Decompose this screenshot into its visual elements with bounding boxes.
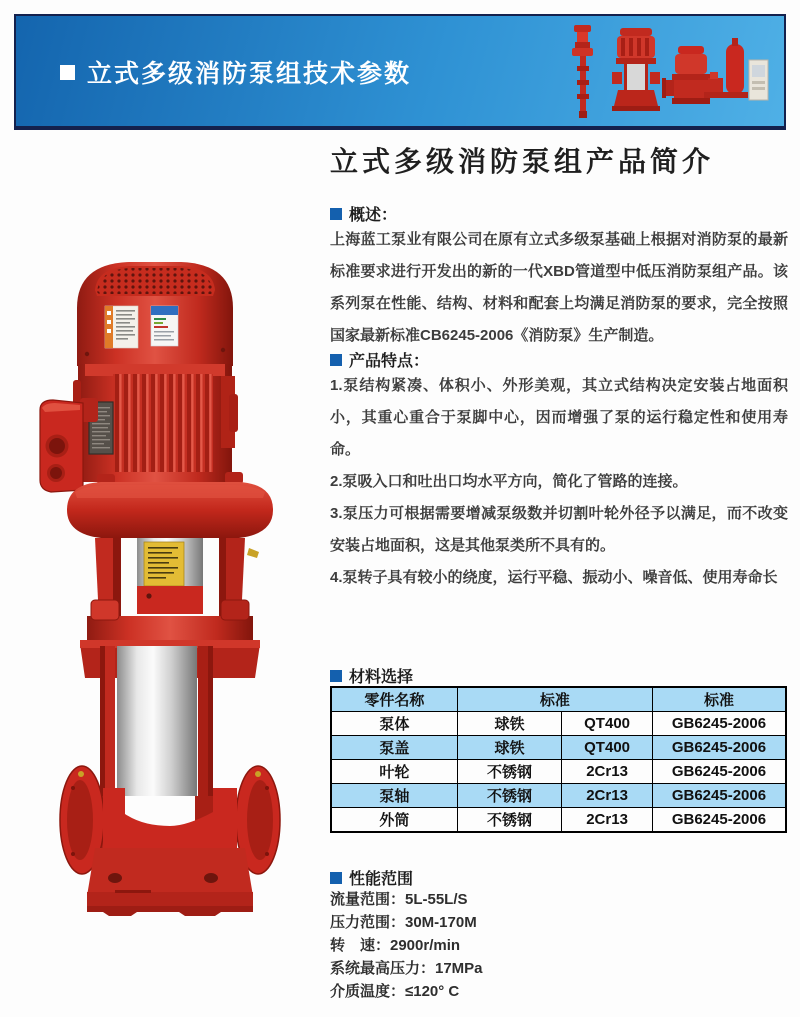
features-list [330, 370, 788, 594]
banner-pump-thumbnails [550, 22, 778, 122]
materials-table [330, 686, 787, 833]
feature-item: 3.泵压力可根据需要增减泵级数并切割叶轮外径予以满足，而不改变安装占地面积，这是其他泵类所不具有的。 [330, 505, 788, 554]
performance-item: 转 速：2900r/min [330, 937, 461, 954]
performance-heading: 性能范围 [330, 866, 413, 889]
pump-product-photo [25, 248, 315, 918]
performance-item: 系统最高压力：17MPa [330, 960, 483, 977]
banner-title-text: 立式多级消防泵组技术参数 [87, 60, 412, 88]
table-row: 泵体 球铁 QT400 GB6245-2006 [331, 712, 786, 736]
motor-label-orange [105, 306, 138, 348]
thumb-pressure-tank-set [704, 38, 768, 100]
title-bullet-icon [60, 65, 75, 80]
pump-base [87, 788, 253, 916]
thumb-long-shaft-pump [572, 25, 593, 118]
banner-title [60, 54, 411, 90]
performance-item: 介质温度：≤120° C [330, 983, 460, 1000]
page-banner [14, 14, 786, 130]
bullet-square-icon [330, 872, 342, 884]
table-header-row [331, 687, 786, 712]
col-header: 标准 [457, 687, 652, 712]
table-row: 叶轮 不锈钢 2Cr13 GB6245-2006 [331, 760, 786, 784]
performance-item: 流量范围：5L-55L/S [330, 891, 468, 908]
thumb-multistage-pump [612, 28, 660, 111]
motor-dome [77, 262, 233, 366]
table-row: 外筒 不锈钢 2Cr13 GB6245-2006 [331, 808, 786, 833]
col-header: 标准 [652, 687, 786, 712]
warning-label-yellow [144, 542, 184, 586]
bullet-square-icon [330, 208, 342, 220]
content-column [330, 140, 788, 1010]
performance-item: 压力范围：30M-170M [330, 914, 477, 931]
overview-heading: 概述： [330, 202, 397, 225]
col-header: 零件名称 [331, 687, 457, 712]
page-title: 立式多级消防泵组产品简介 [330, 147, 715, 178]
table-row: 泵盖 球铁 QT400 GB6245-2006 [331, 736, 786, 760]
feature-item: 1.泵结构紧凑、体积小、外形美观，其立式结构决定安装占地面积小，其重心重合于泵脚中心，因而增强了泵的运行稳定性和使用寿命。 [330, 377, 788, 458]
bullet-square-icon [330, 354, 342, 366]
performance-list [330, 888, 483, 1003]
feature-item: 4.泵转子具有较小的绕度，运行平稳、振动小、噪音低、使用寿命长 [330, 569, 778, 586]
features-heading: 产品特点： [330, 348, 429, 371]
materials-heading: 材料选择 [330, 664, 413, 687]
table-row: 泵轴 不锈钢 2Cr13 GB6245-2006 [331, 784, 786, 808]
pump-illustration [25, 248, 315, 918]
motor-label-blue [151, 306, 178, 346]
overview-paragraph: 上海蓝工泵业有限公司在原有立式多级泵基础上根据对消防泵的最新标准要求进行开发出的新的一代XBD管道型中低压消防泵组产品。该系列泵在性能、结构、材料和配套上均满足消防泵的要求，完全按照国家最新标准CB6245-2006《消防泵》生产制造。 [330, 231, 788, 344]
feature-item: 2.泵吸入口和吐出口均水平方向，简化了管路的连接。 [330, 473, 688, 490]
bullet-square-icon [330, 670, 342, 682]
